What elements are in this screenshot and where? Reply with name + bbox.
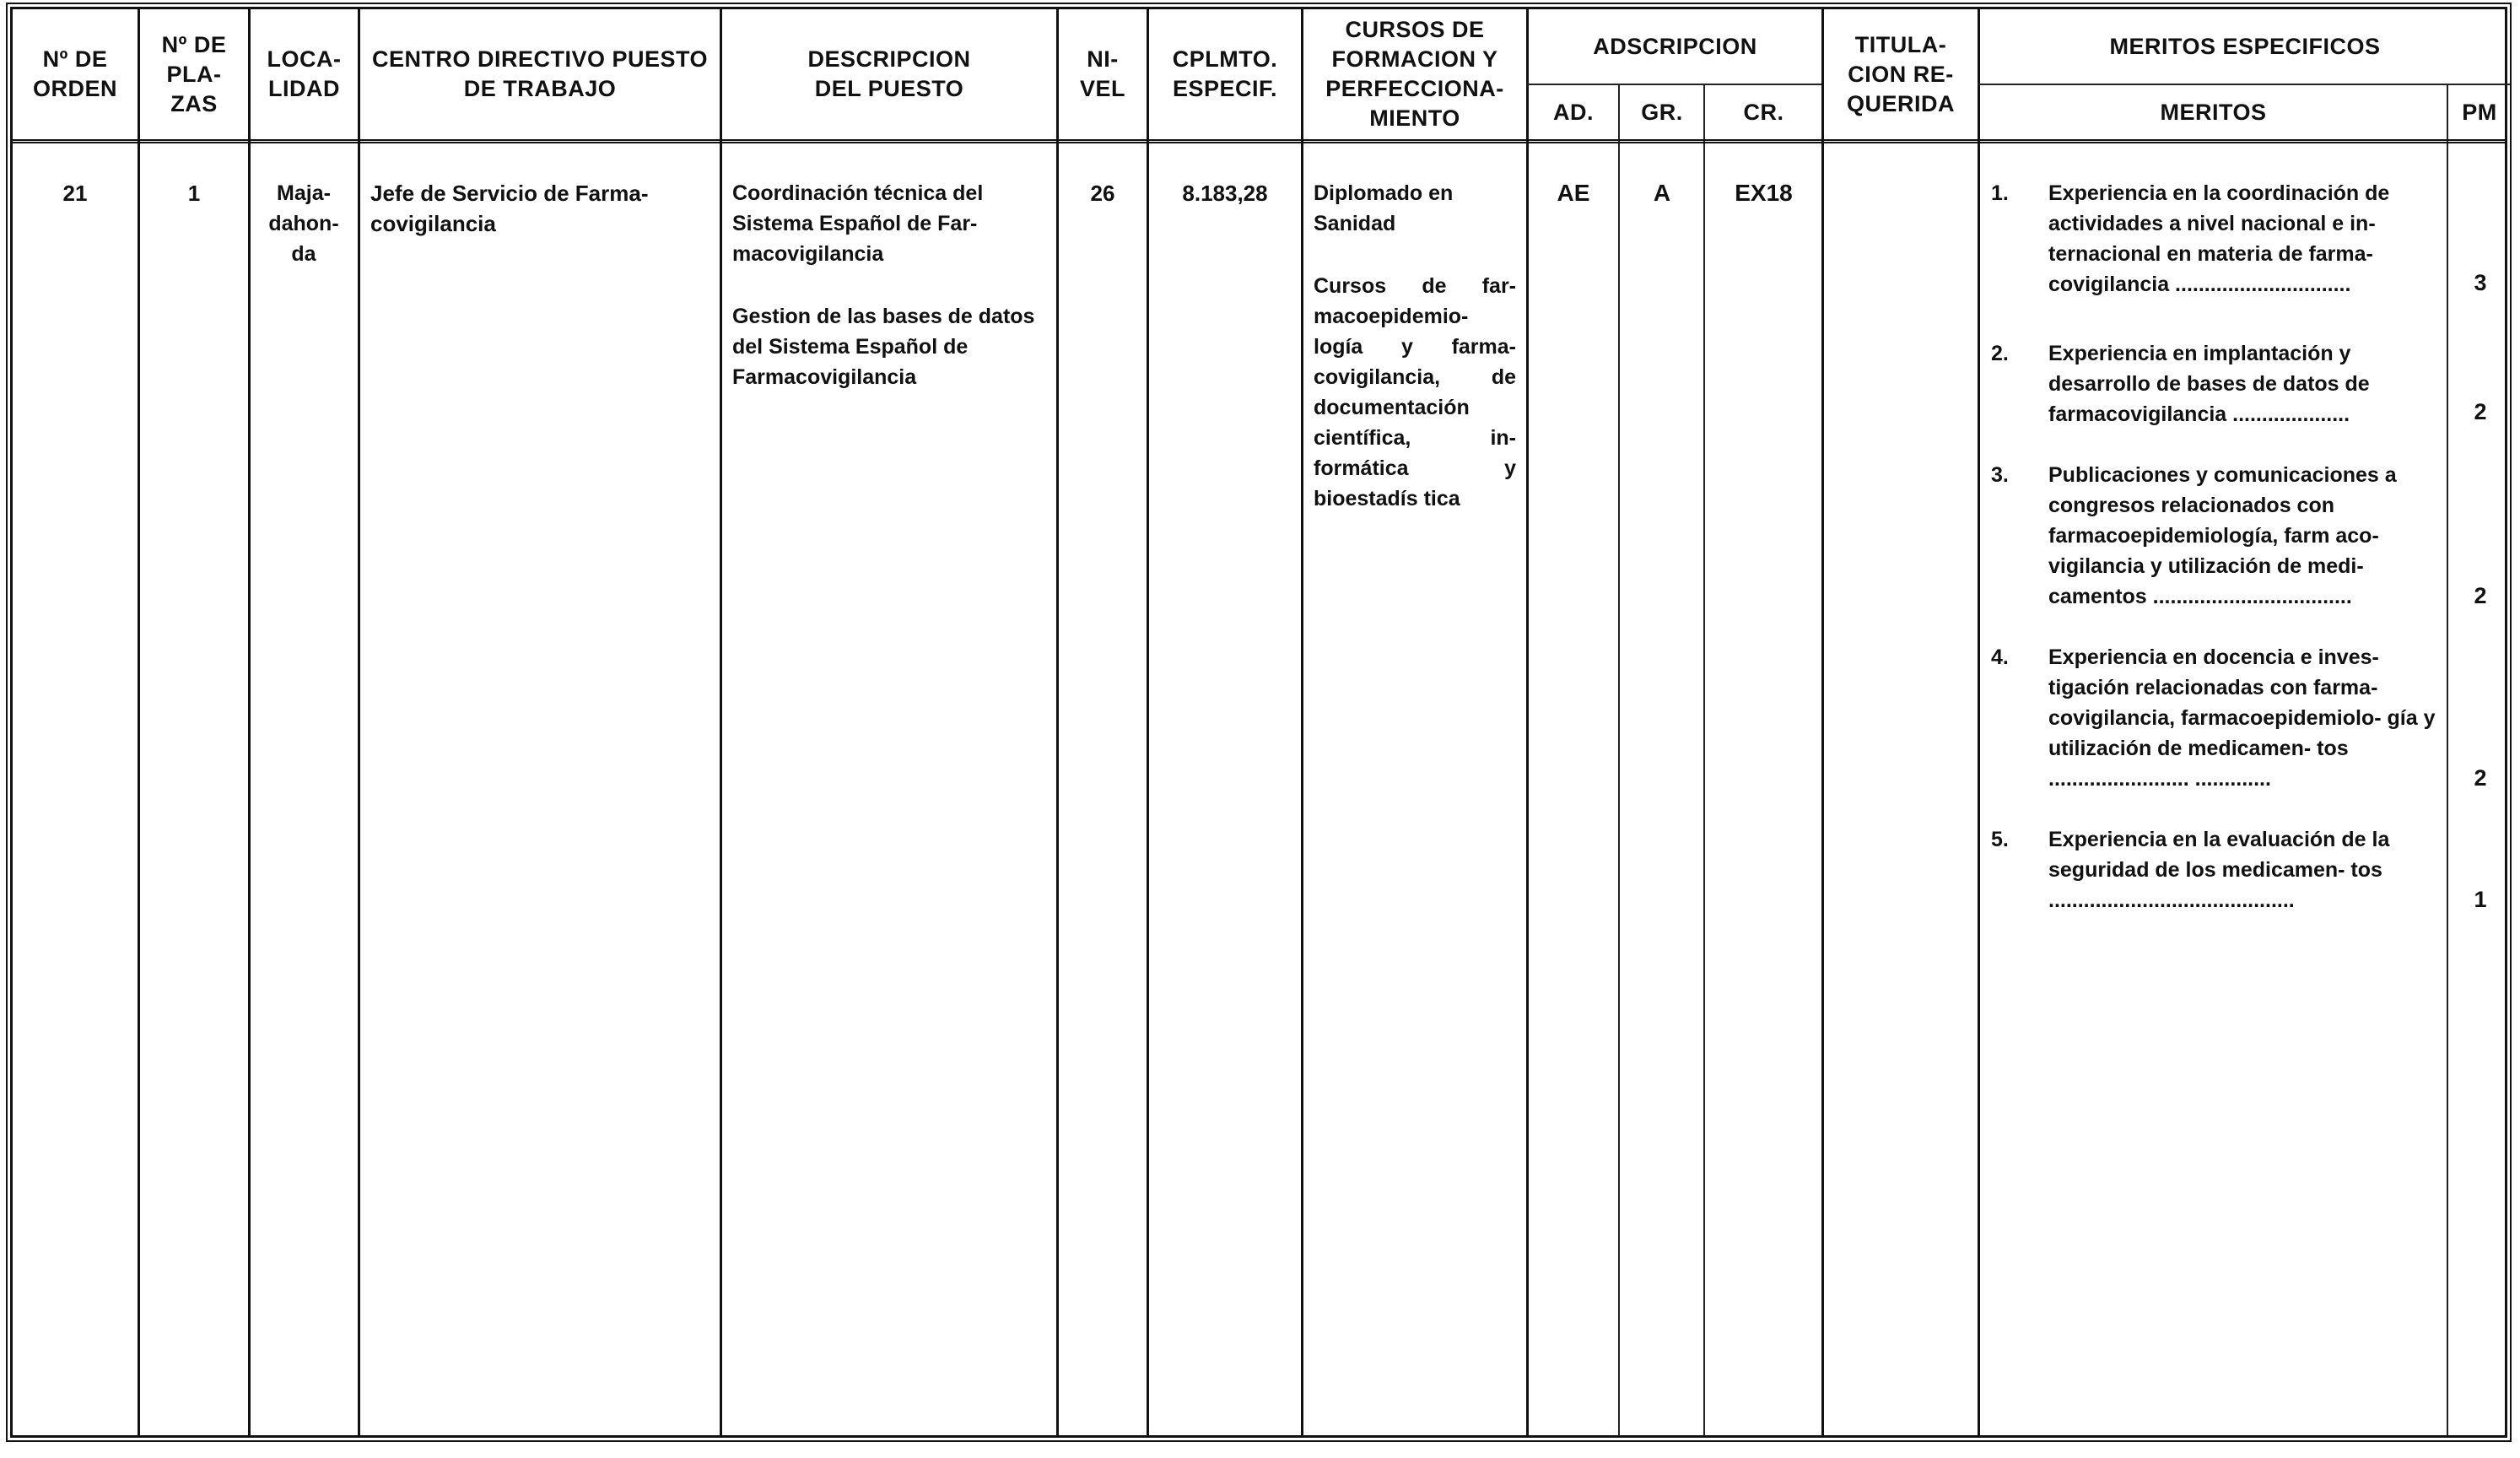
cell-centro: Jefe de Servicio de Farma- covigilancia (370, 181, 649, 236)
cell-nivel: 26 (1090, 181, 1115, 206)
merit-item (1991, 824, 2447, 926)
header-orden: Nº DE ORDEN (32, 46, 117, 101)
column-divider (1978, 9, 1980, 1435)
header-gr: GR. (1641, 99, 1683, 125)
header-cr: CR. (1743, 99, 1784, 125)
column-divider (248, 9, 251, 1435)
merit-pm: 1 (2474, 887, 2487, 912)
merit-pm: 2 (2474, 399, 2487, 424)
document-table (10, 7, 2507, 1438)
column-divider (720, 9, 722, 1435)
merit-number: 2. (1991, 342, 2009, 365)
header-localidad: LOCA- LIDAD (267, 46, 342, 101)
merit-text: Experiencia en docencia e inves- tigación relacionadas con farma- covigilancia, farmacoepidemiolo- gía y utilización de medicamen- tos ........................ ............. (2048, 645, 2436, 791)
cell-orden: 21 (62, 181, 88, 206)
merit-text: Experiencia en implantación y desarrollo de bases de datos de farmacovigilancia .................... (2048, 342, 2370, 426)
header-plazas: Nº DE PLA- ZAS (161, 31, 227, 116)
header-ad: AD. (1553, 99, 1594, 125)
cell-descripcion-2: Gestion de las bases de datos del Sistema Español de Farmacovigilancia (732, 305, 1035, 389)
header-meritos-especificos: MERITOS ESPECIFICOS (2109, 33, 2381, 59)
column-divider (1056, 9, 1059, 1435)
header-centro: CENTRO DIRECTIVO PUESTO DE TRABAJO (371, 46, 709, 101)
cell-cursos-2: Cursos de far- macoepidemio- logía y farma- covigilancia, de documentación científica, in- formática y bioestadís tica (1314, 274, 1516, 510)
column-divider (1301, 9, 1303, 1435)
cell-cursos-1: Diplomado en Sanidad (1314, 181, 1454, 235)
column-divider (1618, 85, 1620, 1435)
merit-number: 3. (1991, 463, 2009, 487)
merit-pm: 2 (2474, 583, 2487, 608)
cell-cr: EX18 (1735, 180, 1793, 206)
header-pm: PM (2462, 99, 2497, 125)
merit-pm: 3 (2474, 270, 2487, 295)
merit-item (1991, 460, 2447, 620)
column-divider (1821, 9, 1824, 1435)
header-titulacion: TITULA- CION RE- QUERIDA (1847, 31, 1956, 116)
merit-item (1991, 338, 2447, 431)
header-nivel: NI- VEL (1079, 46, 1125, 101)
cell-complemento: 8.183,28 (1182, 181, 1268, 206)
merit-number: 5. (1991, 828, 2009, 851)
header-adscripcion: ADSCRIPCION (1593, 33, 1757, 59)
merit-number: 1. (1991, 181, 2009, 205)
merit-number: 4. (1991, 645, 2009, 669)
header-cursos: CURSOS DE FORMACION Y PERFECCIONA- MIENTO (1325, 17, 1504, 131)
cell-gr: A (1653, 180, 1671, 206)
column-divider (358, 9, 360, 1435)
column-divider (1526, 9, 1529, 1435)
cell-plazas: 1 (187, 181, 201, 206)
merit-text: Experiencia en la coordinación de actividades a nivel nacional e in- ternacional en materia de farma- covigilancia .............................. (2048, 181, 2390, 296)
cell-descripcion-1: Coordinación técnica del Sistema Español de Far- macovigilancia (732, 181, 984, 266)
cell-ad: AE (1557, 180, 1590, 206)
column-divider (138, 9, 140, 1435)
header-meritos: MERITOS (2160, 99, 2267, 125)
header-bottom-rule (13, 139, 2505, 143)
merit-text: Experiencia en la evaluación de la seguridad de los medicamen- tos .......................................... (2048, 828, 2390, 912)
column-divider (1147, 9, 1149, 1435)
cell-localidad: Maja- dahon- da (268, 181, 339, 266)
merit-text: Publicaciones y comunicaciones a congresos relacionados con farmacoepidemiología, farm aco- vigilancia y utilización de medi- camentos .................................. (2048, 463, 2397, 608)
header-descripcion: DESCRIPCION DEL PUESTO (807, 46, 971, 101)
merit-item (1991, 178, 2447, 305)
header-complemento: CPLMTO. ESPECIF. (1172, 46, 1278, 101)
column-divider (1703, 85, 1705, 1435)
merit-pm: 2 (2474, 765, 2487, 791)
merit-item (1991, 642, 2447, 802)
